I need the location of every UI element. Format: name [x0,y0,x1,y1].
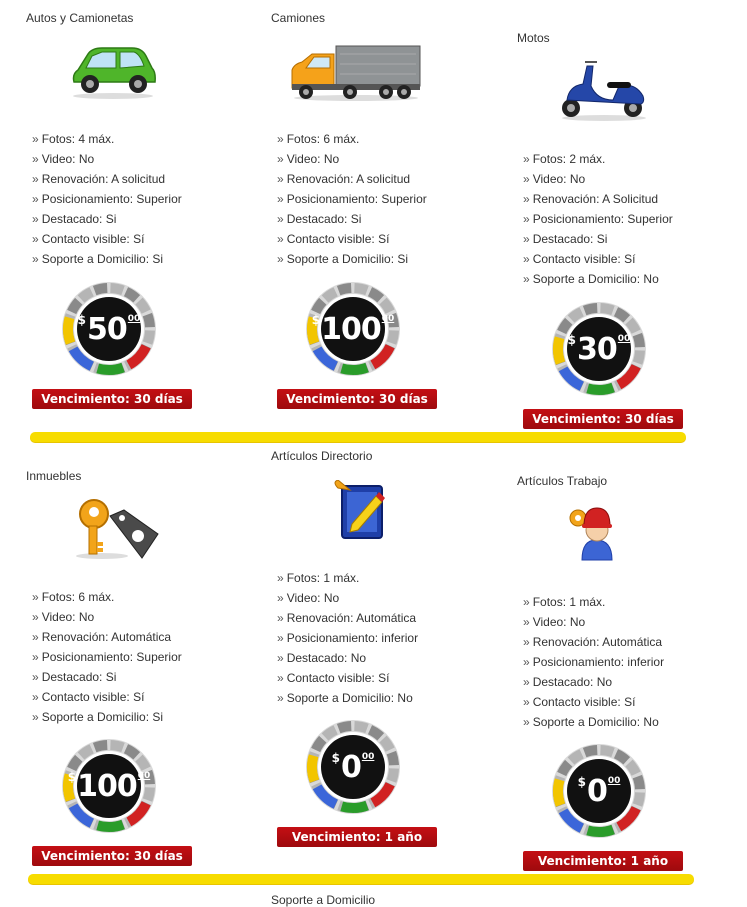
bullet-icon: » [523,252,530,266]
feature-item [277,249,427,269]
price-cents: 00 [127,314,141,324]
price-dial [305,719,401,815]
feature-item [32,129,182,149]
feature-text: Destacado: No [532,675,613,689]
feature-text: Soporte a Domicilio: No [532,272,659,286]
expiry-badge: Vencimiento: 30 días [277,389,437,409]
section-label-soporte: Soporte a Domicilio [271,893,376,907]
worker-helmet-icon [566,500,626,571]
bullet-icon: » [32,630,39,644]
feature-item [523,249,673,269]
price-cents: 00 [607,776,621,786]
feature-text: Destacado: Si [532,232,608,246]
feature-text: Soporte a Domicilio: Si [286,252,409,266]
feature-item [277,129,427,149]
bullet-icon: » [32,590,39,604]
feature-item [523,612,664,632]
expiry-badge: Vencimiento: 30 días [32,846,192,866]
feature-list [32,129,182,269]
truck-icon [290,40,422,107]
bullet-icon: » [32,212,39,226]
bullet-icon: » [277,152,284,166]
bullet-icon: » [277,631,284,645]
feature-item [523,692,664,712]
bullet-icon: » [32,690,39,704]
price-label [61,281,157,377]
feature-item [523,269,673,289]
bullet-icon: » [277,611,284,625]
feature-text: Fotos: 1 máx. [286,571,360,585]
bullet-icon: » [523,615,530,629]
feature-text: Soporte a Domicilio: Si [41,710,164,724]
bullet-icon: » [277,172,284,186]
bullet-icon: » [277,252,284,266]
feature-list [277,568,418,708]
feature-item [523,632,664,652]
bullet-icon: » [277,691,284,705]
bullet-icon: » [277,671,284,685]
price-amount: 50 [87,311,127,347]
price-label [61,738,157,834]
price-cents: 00 [361,752,375,762]
bullet-icon: » [523,595,530,609]
feature-list [523,592,664,732]
feature-item [523,149,673,169]
price-amount: 0 [586,773,607,809]
price-currency: $ [577,775,586,789]
expiry-badge: Vencimiento: 1 año [523,851,683,871]
feature-text: Fotos: 2 máx. [532,152,606,166]
bullet-icon: » [32,152,39,166]
section-divider [28,874,694,884]
price-dial [551,301,647,397]
price-cents: 00 [137,771,151,781]
price-currency: $ [311,313,321,327]
feature-item [277,189,427,209]
feature-text: Video: No [41,152,95,166]
expiry-badge: Vencimiento: 30 días [523,409,683,429]
feature-list [523,149,673,289]
price-currency: $ [567,333,577,347]
feature-item [32,209,182,229]
feature-item [32,169,182,189]
price-currency: $ [77,313,87,327]
feature-text: Contacto visible: Sí [286,232,390,246]
plan-title: Inmuebles [26,469,82,483]
bullet-icon: » [32,710,39,724]
feature-item [32,587,182,607]
price-dial [61,738,157,834]
feature-item [277,169,427,189]
feature-text: Renovación: A solicitud [286,172,411,186]
bullet-icon: » [523,635,530,649]
feature-item [523,209,673,229]
feature-text: Fotos: 6 máx. [41,590,115,604]
feature-item [277,568,418,588]
bullet-icon: » [523,172,530,186]
feature-text: Posicionamiento: Superior [41,650,182,664]
feature-item [523,229,673,249]
keys-icon [72,496,162,567]
feature-text: Destacado: Si [41,670,117,684]
feature-item [32,249,182,269]
feature-text: Destacado: Si [286,212,362,226]
bullet-icon: » [523,695,530,709]
feature-text: Posicionamiento: inferior [286,631,419,645]
feature-item [277,209,427,229]
car-icon [68,44,158,105]
feature-item [32,707,182,727]
feature-item [523,592,664,612]
feature-text: Renovación: Automática [41,630,172,644]
feature-text: Destacado: No [286,651,367,665]
bullet-icon: » [523,152,530,166]
feature-item [277,229,427,249]
bullet-icon: » [277,571,284,585]
price-label [305,281,401,377]
feature-text: Soporte a Domicilio: No [532,715,659,729]
bullet-icon: » [32,192,39,206]
plan-title: Artículos Trabajo [517,474,608,488]
feature-item [277,628,418,648]
feature-text: Video: No [286,152,340,166]
bullet-icon: » [32,132,39,146]
bullet-icon: » [523,232,530,246]
bullet-icon: » [523,212,530,226]
bullet-icon: » [32,610,39,624]
feature-text: Contacto visible: Sí [286,671,390,685]
feature-text: Destacado: Si [41,212,117,226]
feature-item [32,607,182,627]
bullet-icon: » [277,192,284,206]
plan-title: Camiones [271,11,326,25]
price-cents: 00 [381,314,395,324]
feature-text: Fotos: 4 máx. [41,132,115,146]
price-dial [61,281,157,377]
feature-text: Posicionamiento: Superior [532,212,673,226]
feature-item [32,149,182,169]
plan-title: Autos y Camionetas [26,11,134,25]
feature-item [277,668,418,688]
feature-text: Posicionamiento: Superior [286,192,427,206]
bullet-icon: » [523,715,530,729]
feature-item [32,647,182,667]
bullet-icon: » [523,192,530,206]
feature-text: Renovación: A solicitud [41,172,166,186]
feature-text: Soporte a Domicilio: Si [41,252,164,266]
bullet-icon: » [277,651,284,665]
price-cents: 00 [617,334,631,344]
bullet-icon: » [523,655,530,669]
price-amount: 100 [77,768,137,804]
feature-text: Fotos: 1 máx. [532,595,606,609]
price-dial [551,743,647,839]
expiry-badge: Vencimiento: 30 días [32,389,192,409]
feature-text: Renovación: Automática [286,611,417,625]
bullet-icon: » [32,252,39,266]
feature-item [277,688,418,708]
feature-item [523,652,664,672]
price-amount: 100 [321,311,381,347]
feature-list [32,587,182,727]
price-dial [305,281,401,377]
feature-item [523,189,673,209]
feature-text: Video: No [532,172,586,186]
feature-text: Video: No [286,591,340,605]
plan-title: Motos [517,31,550,45]
feature-text: Posicionamiento: Superior [41,192,182,206]
feature-item [32,627,182,647]
feature-item [277,648,418,668]
feature-item [32,687,182,707]
bullet-icon: » [523,675,530,689]
section-divider [30,432,686,442]
feature-text: Contacto visible: Sí [41,690,145,704]
bullet-icon: » [32,172,39,186]
bullet-icon: » [277,591,284,605]
feature-text: Renovación: Automática [532,635,663,649]
feature-item [32,667,182,687]
feature-item [523,672,664,692]
feature-text: Contacto visible: Sí [532,695,636,709]
feature-text: Contacto visible: Sí [532,252,636,266]
feature-text: Renovación: A Solicitud [532,192,659,206]
feature-text: Video: No [532,615,586,629]
feature-list [277,129,427,269]
bullet-icon: » [32,650,39,664]
feature-item [32,189,182,209]
bullet-icon: » [277,212,284,226]
price-amount: 0 [340,749,361,785]
feature-text: Video: No [41,610,95,624]
price-currency: $ [67,770,77,784]
document-pencil-icon [330,480,390,547]
feature-item [277,608,418,628]
bullet-icon: » [32,670,39,684]
scooter-icon [557,56,651,127]
expiry-badge: Vencimiento: 1 año [277,827,437,847]
bullet-icon: » [32,232,39,246]
price-amount: 30 [577,331,617,367]
feature-text: Contacto visible: Sí [41,232,145,246]
price-label [551,301,647,397]
bullet-icon: » [523,272,530,286]
feature-item [523,712,664,732]
feature-text: Fotos: 6 máx. [286,132,360,146]
feature-text: Posicionamiento: inferior [532,655,665,669]
feature-item [277,149,427,169]
bullet-icon: » [277,232,284,246]
price-currency: $ [331,751,340,765]
price-label [551,743,647,839]
feature-item [277,588,418,608]
feature-item [523,169,673,189]
section-label-directorio: Artículos Directorio [271,449,373,463]
feature-text: Soporte a Domicilio: No [286,691,413,705]
feature-item [32,229,182,249]
price-label [305,719,401,815]
bullet-icon: » [277,132,284,146]
